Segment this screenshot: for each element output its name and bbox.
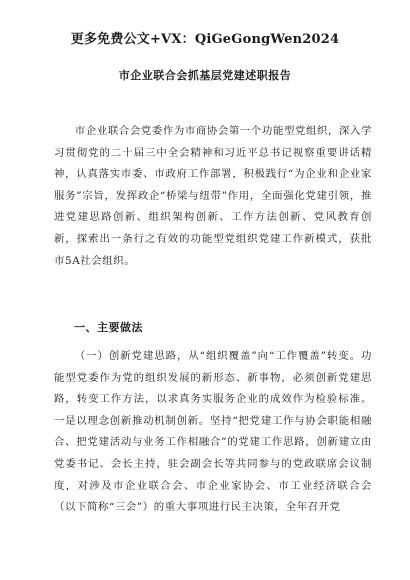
promo-header: 更多免费公文+VX：QiGeGongWen2024 xyxy=(70,32,340,47)
section-paragraph: （一）创新党建思路，从“组织覆盖”向“工作覆盖”转变。功能型党委作为党的组织发展的新形态、新事物，必须创新党建思路，转变工作方法，以求真务实服务企业的成效作为检验标准。一是以理念创新推动机制创新。坚持“把党建工作与协会职能相融合、把党建活动与业务工作相融合”的党建工作思路，创新建立由党委书记、会长主持，驻会副会长等共同参与的党政联席会议制度，对涉及市企业联合会、市企业家协会、市工业经济联合会（以下简称“三会”）的重大事项进行民主决策，全年召开党 xyxy=(54,350,372,514)
document-title: 市企业联合会抓基层党建述职报告 xyxy=(118,69,292,82)
intro-paragraph: 市企业联合会党委作为市商协会第一个功能型党组织，深入学习贯彻党的二十届三中全会精神和习近平总书记视察重要讲话精神，认真落实市委、市政府工作部署，积极践行“为企业和企业家服务”宗旨，发挥政企“桥梁与纽带”作用，全面强化党建引领，推进党建思路创新、组织架构创新、工作方法创新、党风教育创新，探索出一条行之有效的功能型党组织党建工作新模式，获批市5A社会组织。 xyxy=(54,125,372,267)
section-heading: 一、主要做法 xyxy=(74,321,143,334)
